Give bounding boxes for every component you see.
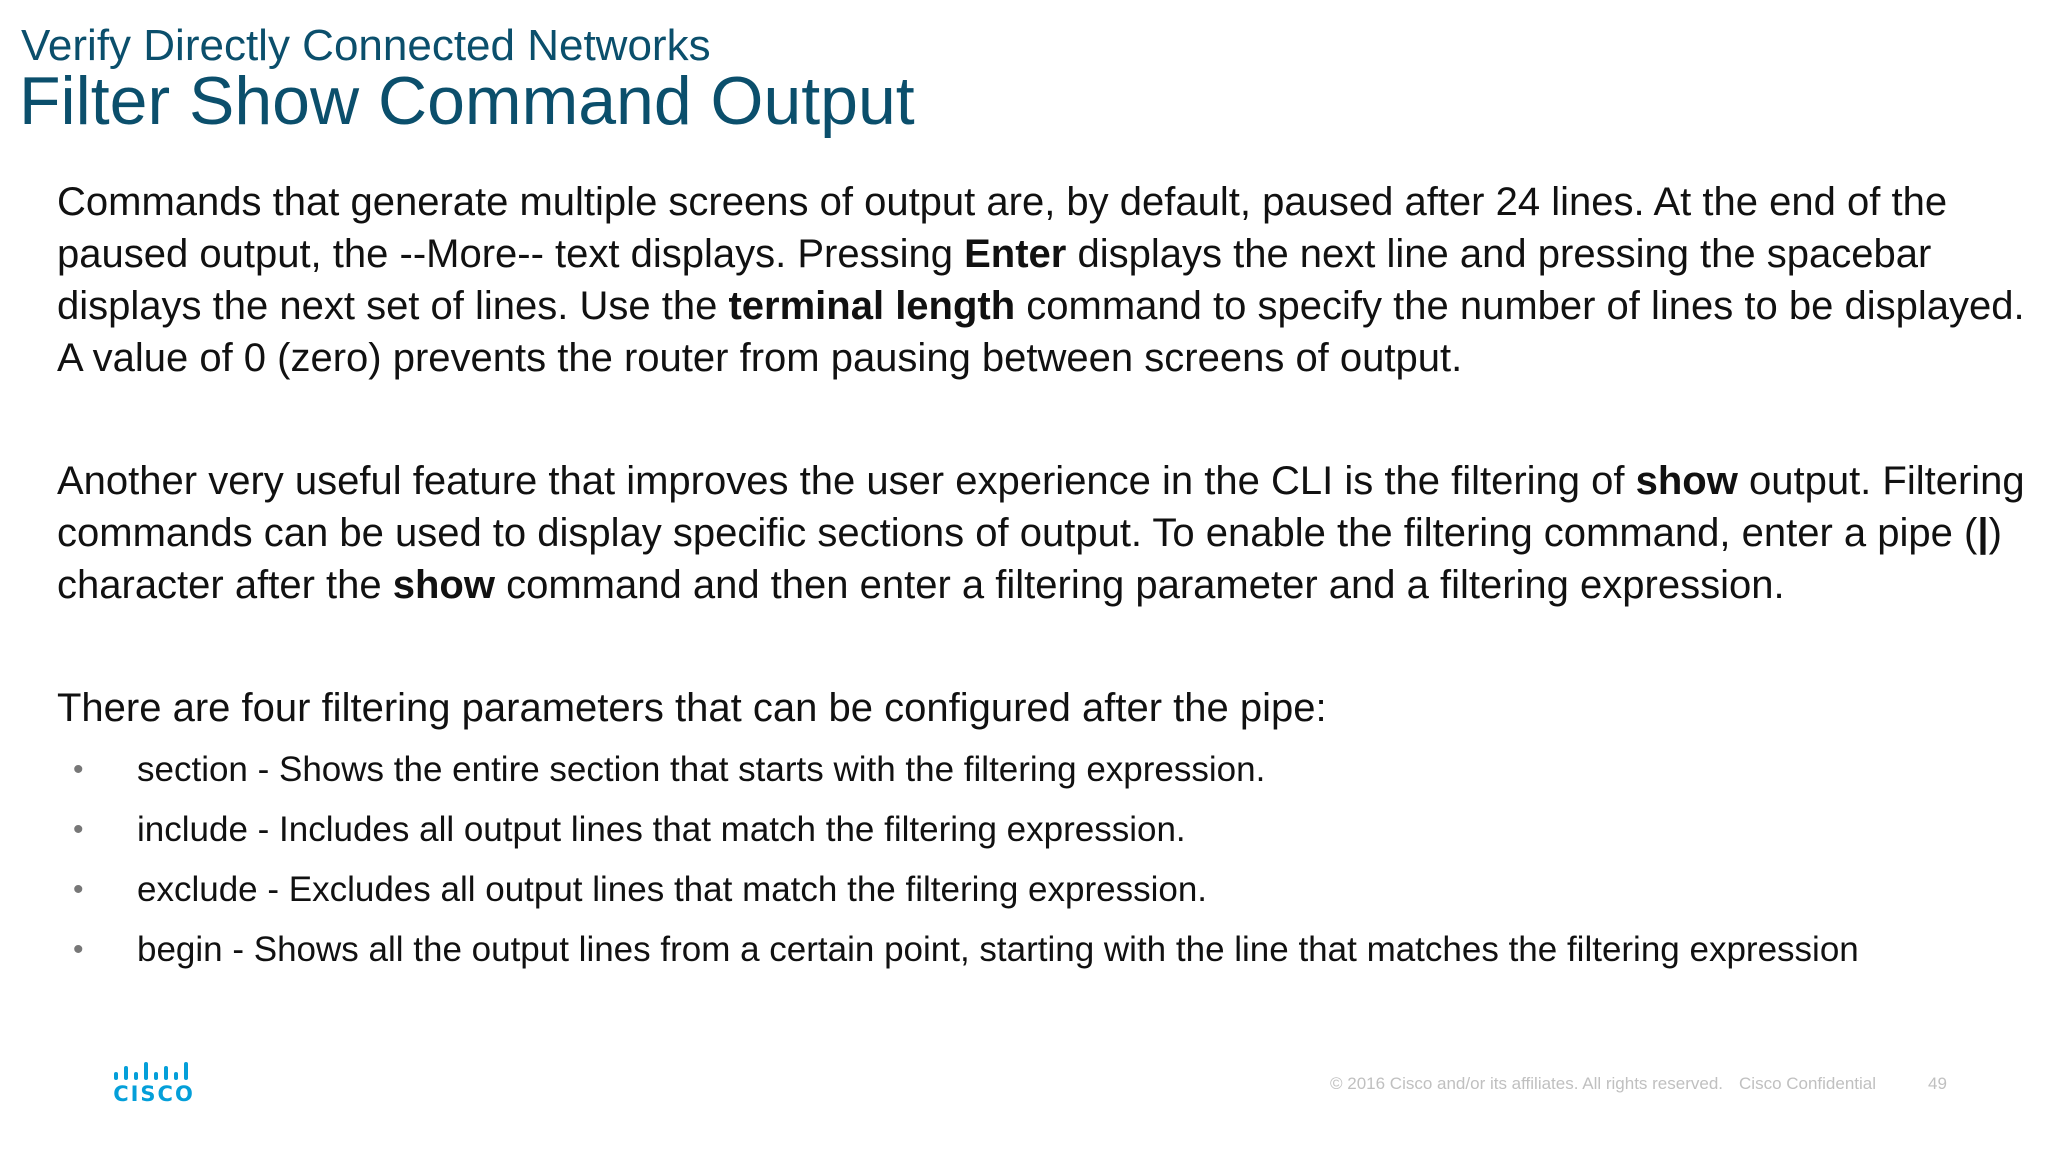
text-run: displays the next line and pressing the spacebar displays the next set of lines. Use the: [57, 232, 1932, 328]
bullet-icon: •: [73, 873, 84, 906]
list-item: [57, 740, 2025, 800]
text-run: output. Filtering commands can be used to display specific sections of output. To enable the filtering command, enter a pipe (: [57, 459, 2025, 555]
cisco-bars-icon: [112, 1060, 196, 1082]
slide-body: [57, 176, 2025, 980]
list-item-text: include - Includes all output lines that match the filtering expression.: [137, 810, 1186, 849]
filter-parameter-list: [57, 740, 2025, 980]
text-run: Commands that generate multiple screens of output are, by default, paused after 24 lines. At the end of the paused output, the --More-- text displays. Pressing: [57, 180, 1948, 276]
text-run: command and then enter a filtering parameter and a filtering expression.: [494, 563, 1785, 607]
bold-pipe: |: [1977, 511, 1989, 555]
text-run: ) character after the: [57, 511, 2002, 607]
list-item-text: begin - Shows all the output lines from a certain point, starting with the line that matches the filtering expression: [137, 930, 1859, 969]
bullet-icon: •: [73, 813, 84, 846]
cisco-wordmark: CISCO: [113, 1082, 195, 1106]
cisco-logo: [112, 1060, 196, 1108]
confidential-label: Cisco Confidential: [1739, 1074, 1877, 1093]
list-item-text: section - Shows the entire section that starts with the filtering expression.: [137, 750, 1266, 789]
bold-enter: Enter: [964, 232, 1067, 276]
paragraph-filtering: [57, 455, 2025, 611]
paragraph-paging: [57, 176, 2025, 384]
text-run: command to specify the number of lines to be displayed. A value of 0 (zero) prevents the router from pausing between screens of output.: [57, 284, 2025, 380]
bullet-icon: •: [73, 753, 84, 786]
copyright-text: © 2016 Cisco and/or its affiliates. All rights reserved.: [1330, 1074, 1724, 1093]
page-number: 49: [1928, 1074, 1947, 1093]
slide-subtitle: Verify Directly Connected Networks: [21, 21, 711, 70]
text-run: Another very useful feature that improves the user experience in the CLI is the filtering of: [57, 459, 1636, 503]
slide-title: Filter Show Command Output: [19, 63, 915, 139]
bold-show: show: [1635, 459, 1738, 503]
list-item: [57, 860, 2025, 920]
list-item: [57, 920, 2025, 980]
bold-terminal-length: terminal length: [728, 284, 1016, 328]
paragraph-parameters-intro: There are four filtering parameters that can be configured after the pipe:: [57, 686, 1327, 730]
bullet-icon: •: [73, 933, 84, 966]
list-item: [57, 800, 2025, 860]
bold-show: show: [392, 563, 495, 607]
footer: [1330, 1074, 1892, 1094]
list-item-text: exclude - Excludes all output lines that match the filtering expression.: [137, 870, 1208, 909]
